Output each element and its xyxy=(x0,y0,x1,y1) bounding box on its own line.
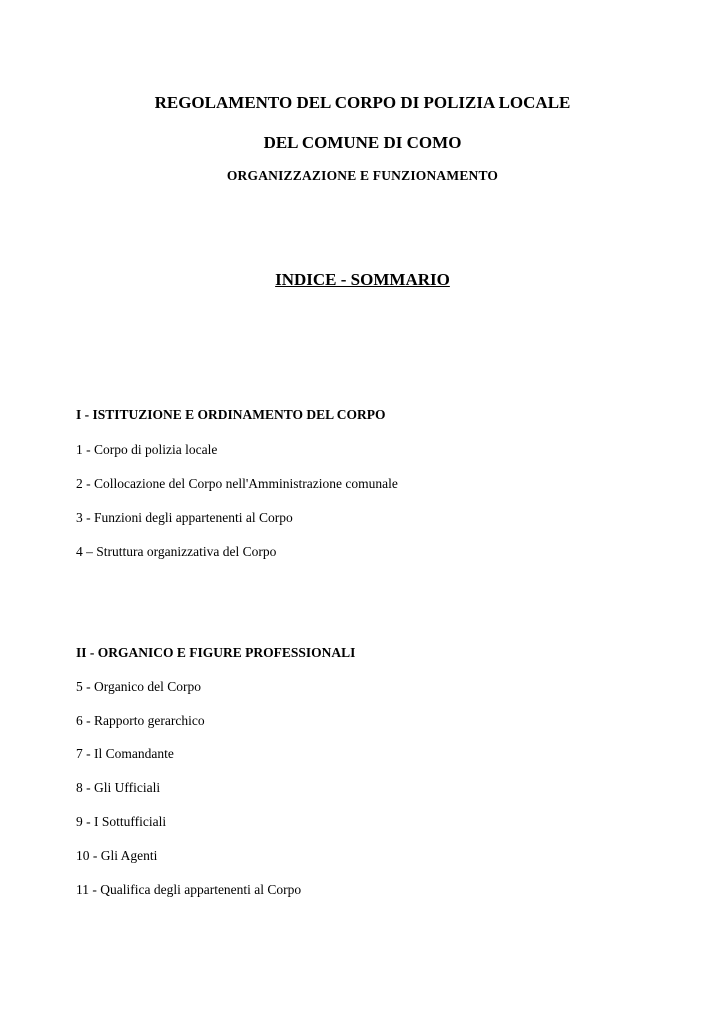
toc-item-6: 6 - Rapporto gerarchico xyxy=(76,713,205,728)
section-heading-1: I - ISTITUZIONE E ORDINAMENTO DEL CORPO xyxy=(76,407,386,422)
toc-item-5: 5 - Organico del Corpo xyxy=(76,679,201,694)
toc-item-2: 2 - Collocazione del Corpo nell'Amministrazione comunale xyxy=(76,476,398,491)
document-title-line1: REGOLAMENTO DEL CORPO DI POLIZIA LOCALE xyxy=(154,93,571,112)
toc-item-1: 1 - Corpo di polizia locale xyxy=(76,442,218,457)
toc-item-11: 11 - Qualifica degli appartenenti al Corpo xyxy=(76,882,302,897)
document-subtitle: ORGANIZZAZIONE E FUNZIONAMENTO xyxy=(226,168,499,183)
toc-item-8: 8 - Gli Ufficiali xyxy=(76,780,161,795)
toc-item-4: 4 – Struttura organizzativa del Corpo xyxy=(76,544,277,559)
toc-item-7: 7 - Il Comandante xyxy=(76,746,174,761)
index-title: INDICE - SOMMARIO xyxy=(275,270,450,289)
document-title-line2: DEL COMUNE DI COMO xyxy=(263,133,462,152)
toc-item-3: 3 - Funzioni degli appartenenti al Corpo xyxy=(76,510,293,525)
toc-item-10: 10 - Gli Agenti xyxy=(76,848,158,863)
toc-item-9: 9 - I Sottufficiali xyxy=(76,814,167,829)
section-heading-2: II - ORGANICO E FIGURE PROFESSIONALI xyxy=(76,645,356,660)
